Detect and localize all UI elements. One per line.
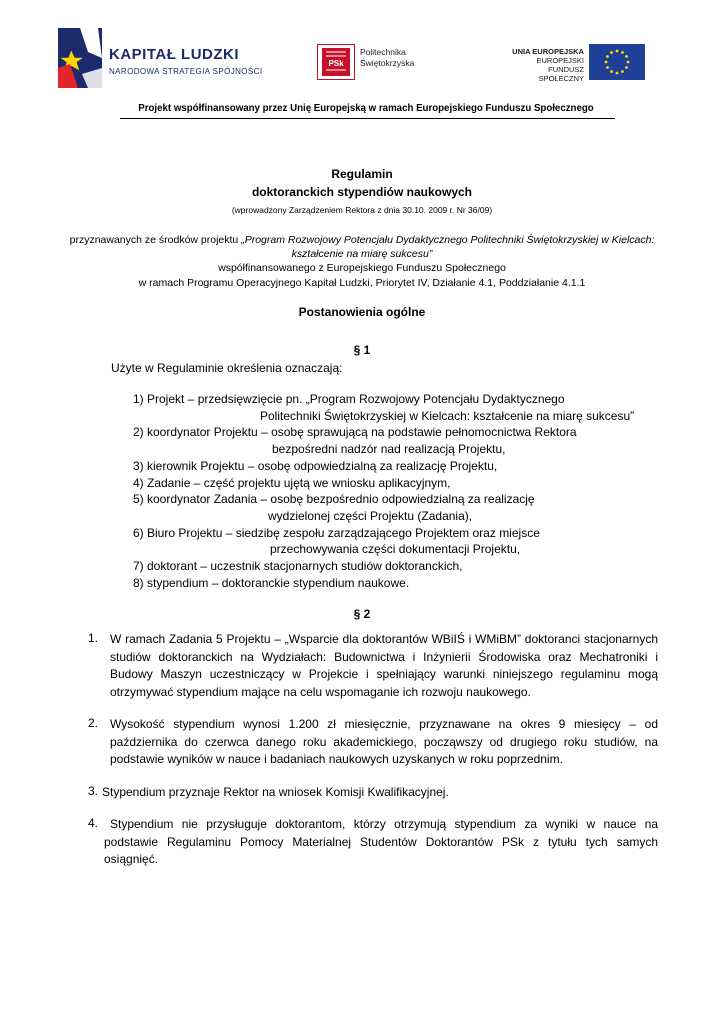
- item-number: 2.: [88, 716, 99, 730]
- cofinancing-note: Projekt współfinansowany przez Unię Europejską w ramach Europejskiego Funduszu Społecznego: [138, 103, 594, 114]
- paragraph-1-lead: Użyte w Regulaminie określenia oznaczają:: [111, 361, 343, 375]
- item-number: 1.: [88, 631, 99, 645]
- eu-star: [625, 66, 628, 69]
- paragraph-1-heading: § 1: [353, 343, 371, 357]
- eu-star: [610, 70, 613, 73]
- item-number: 3.: [88, 784, 99, 798]
- definition-line: 5) koordynator Zadania – osobę bezpośrednio odpowiedzialną za realizację: [133, 492, 535, 506]
- eu-flag-icon: [589, 44, 645, 80]
- document-subtitle: doktoranckich stypendiów naukowych: [251, 185, 473, 199]
- definition-line: wydzielonej części Projektu (Zadania),: [268, 509, 473, 523]
- definition-line: 4) Zadanie – część projektu ujętą we wniosku aplikacyjnym,: [133, 476, 451, 490]
- paragraph-2-heading: § 2: [353, 607, 371, 621]
- item-number: 4.: [88, 816, 99, 830]
- eu-star: [627, 61, 630, 64]
- eu-star: [605, 61, 608, 64]
- psk-name-line2: Świętokrzyska: [360, 58, 415, 68]
- eu-star: [606, 66, 609, 69]
- definition-line: 2) koordynator Projektu – osobę sprawującą na podstawie pełnomocnictwa Rektora: [133, 425, 577, 439]
- definition-line: 8) stypendium – doktoranckie stypendium naukowe.: [133, 576, 410, 590]
- document-note: (wprowadzony Zarządzeniem Rektora z dnia 30.10. 2009 r. Nr 36/09): [231, 205, 493, 215]
- psk-logo-mark: PSk: [328, 59, 344, 68]
- header-divider: [120, 118, 615, 119]
- ue-line1: UNIA EUROPEJSKA: [512, 47, 584, 56]
- definition-line: 3) kierownik Projektu – osobę odpowiedzialną za realizację Projektu,: [133, 459, 498, 473]
- intro-line1: przyznawanych ze środków projektu „Program Rozwojowy Potencjału Dydaktycznego Politechniki Świętokrzyskiej w Kielcach:: [69, 234, 655, 246]
- eu-star: [606, 55, 609, 58]
- definition-line: przechowywania części dokumentacji Projektu,: [270, 542, 521, 556]
- definition-line: 6) Biuro Projektu – siedzibę zespołu zarządzającego Projektem oraz miejsce: [133, 526, 540, 540]
- ue-line2: EUROPEJSKI: [536, 56, 584, 65]
- definition-line: 7) doktorant – uczestnik stacjonarnych studiów doktoranckich,: [133, 559, 463, 573]
- intro-line3: współfinansowanego z Europejskiego Funduszu Społecznego: [218, 262, 506, 274]
- eu-star: [625, 55, 628, 58]
- psk-name: [360, 47, 414, 69]
- eu-star: [621, 51, 624, 54]
- intro-line4: w ramach Programu Operacyjnego Kapitał Ludzki, Priorytet IV, Działanie 4.1, Poddziałanie 4.1.1: [138, 277, 586, 289]
- eu-star: [610, 51, 613, 54]
- psk-logo: [317, 44, 355, 80]
- intro-line2: kształcenie na miarę sukcesu”: [291, 248, 433, 260]
- eu-star: [616, 50, 619, 53]
- eu-star: [621, 70, 624, 73]
- item-text: W ramach Zadania 5 Projektu – „Wsparcie dla doktorantów WBiIŚ i WMiBM” doktoranci stacjonarnych studiów doktoranckich na Wydziałach: Budownictwa i Inżynierii Środowiska oraz Mechatroniki i Budowy Maszyn uczestniczący w Projekcie i spełniający warunki niniejszego regulaminu mogą otrzymywać stypendium mające na celu wspomaganie ich rozwoju naukowego.: [110, 632, 658, 699]
- section-general-heading: Postanowienia ogólne: [298, 305, 426, 319]
- psk-name-line1: Politechnika: [360, 47, 406, 57]
- kapital-ludzki-subtitle: NARODOWA STRATEGIA SPÓJNOŚCI: [109, 67, 263, 76]
- item-text: Wysokość stypendium wynosi 1.200 zł miesięcznie, przyznawane na okres 9 miesięcy – od października do czerwca danego roku akademickiego, począwszy od drugiego roku studiów, na podstawie wyników w nauce i badaniach naukowych uzyskanych w roku poprzednim.: [110, 717, 658, 766]
- eu-fund-label: [502, 47, 584, 83]
- definition-line: bezpośredni nadzór nad realizacją Projektu,: [272, 442, 506, 456]
- eu-star: [616, 72, 619, 75]
- definition-line: Politechniki Świętokrzyskiej w Kielcach: kształcenie na miarę sukcesu”: [260, 409, 635, 423]
- item-text: Stypendium nie przysługuje doktorantom, którzy otrzymują stypendium za wyniki w nauce na podstawie Regulaminu Pomocy Materialnej Studentów Doktorantów PSk z tytułu tych samych osiągnięć.: [104, 817, 658, 866]
- definition-line: 1) Projekt – przedsięwzięcie pn. „Program Rozwojowy Potencjału Dydaktycznego: [133, 392, 565, 406]
- document-title: Regulamin: [331, 167, 393, 181]
- kapital-ludzki-title: KAPITAŁ LUDZKI: [109, 46, 240, 63]
- item-text: Stypendium przyznaje Rektor na wniosek Komisji Kwalifikacyjnej.: [102, 785, 449, 799]
- ue-line3: FUNDUSZ SPOŁECZNY: [538, 65, 584, 83]
